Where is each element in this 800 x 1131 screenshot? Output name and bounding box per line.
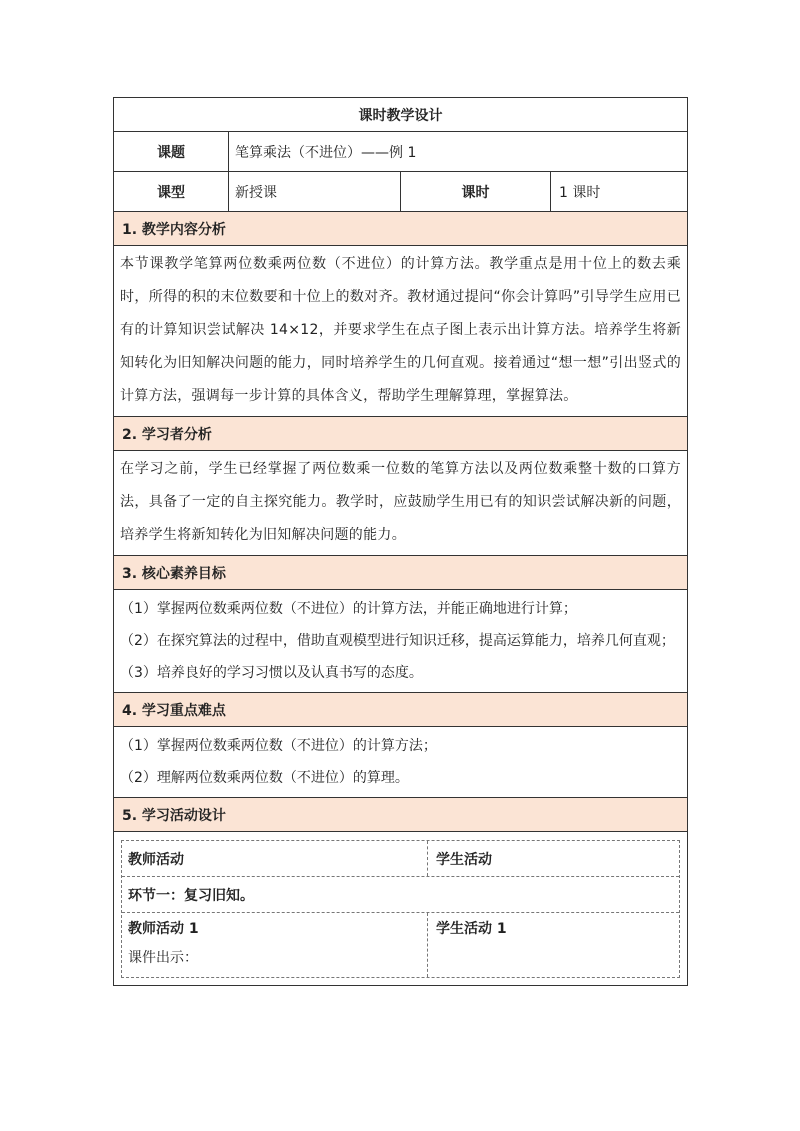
section-1-heading: 1. 教学内容分析: [114, 212, 687, 246]
lesson-plan-table: [113, 97, 688, 986]
list-item: （3）培养良好的学习习惯以及认真书写的态度。: [120, 665, 423, 681]
list-item: （1）掌握两位数乘两位数（不进位）的计算方法，并能正确地进行计算；: [120, 601, 577, 617]
teacher-activity-1-cell: [122, 913, 428, 977]
section-4-list: [114, 727, 687, 798]
section-1-text: 本节课教学笔算两位数乘两位数（不进位）的计算方法。教学重点是用十位上的数去乘时，所得的积的末位数要和十位上的数对齐。教材通过提问“你会计算吗”引导学生应用已有的计算知识尝试解决 14×12，并要求学生在点子图上表示出计算方法。培养学生将新知转化为旧知解决问题的能力，同时培养学生的几何直观。接着通过“想一想”引出竖式的计算方法，强调每一步计算的具体含义，帮助学生理解算理，掌握算法。: [114, 246, 687, 417]
activity-design-area: [114, 832, 687, 986]
document-title: 课时教学设计: [114, 98, 687, 132]
section-4-heading: 4. 学习重点难点: [114, 693, 687, 727]
student-activity-1-title: 学生活动 1: [436, 921, 507, 937]
teacher-activity-header: 教师活动: [122, 841, 428, 876]
topic-value: 笔算乘法（不进位）——例 1: [235, 144, 417, 161]
section-2-heading: 2. 学习者分析: [114, 417, 687, 451]
activity-1-row: [122, 913, 679, 977]
list-item: （1）掌握两位数乘两位数（不进位）的计算方法；: [120, 738, 437, 754]
list-item: （2）在探究算法的过程中，借助直观模型进行知识迁移，提高运算能力，培养几何直观；: [120, 633, 675, 649]
activity-header-row: [122, 841, 679, 877]
topic-row: [114, 132, 687, 172]
type-value: 新授课: [229, 172, 401, 211]
hours-label: 课时: [401, 172, 551, 211]
type-label: 课型: [114, 172, 229, 211]
type-row: [114, 172, 687, 212]
section-3-heading: 3. 核心素养目标: [114, 556, 687, 590]
list-item: （2）理解两位数乘两位数（不进位）的算理。: [120, 770, 409, 786]
student-activity-1-cell: [428, 913, 679, 977]
stage-row: [122, 877, 679, 913]
section-5-heading: 5. 学习活动设计: [114, 798, 687, 832]
courseware-text: 课件出示：: [128, 950, 198, 966]
hours-value: 1 课时: [559, 184, 601, 201]
section-2-text: 在学习之前，学生已经掌握了两位数乘一位数的笔算方法以及两位数乘整十数的口算方法，具备了一定的自主探究能力。教学时，应鼓励学生用已有的知识尝试解决新的问题，培养学生将新知转化为旧知解决问题的能力。: [114, 451, 687, 556]
stage-1-text: [122, 877, 679, 912]
section-3-list: [114, 590, 687, 693]
teacher-activity-1-title: 教师活动 1: [128, 921, 199, 937]
topic-label: 课题: [114, 132, 229, 171]
activity-table: [121, 840, 680, 978]
stage-1-label: 环节一：复习旧知。: [128, 887, 254, 904]
student-activity-header: 学生活动: [436, 851, 492, 868]
